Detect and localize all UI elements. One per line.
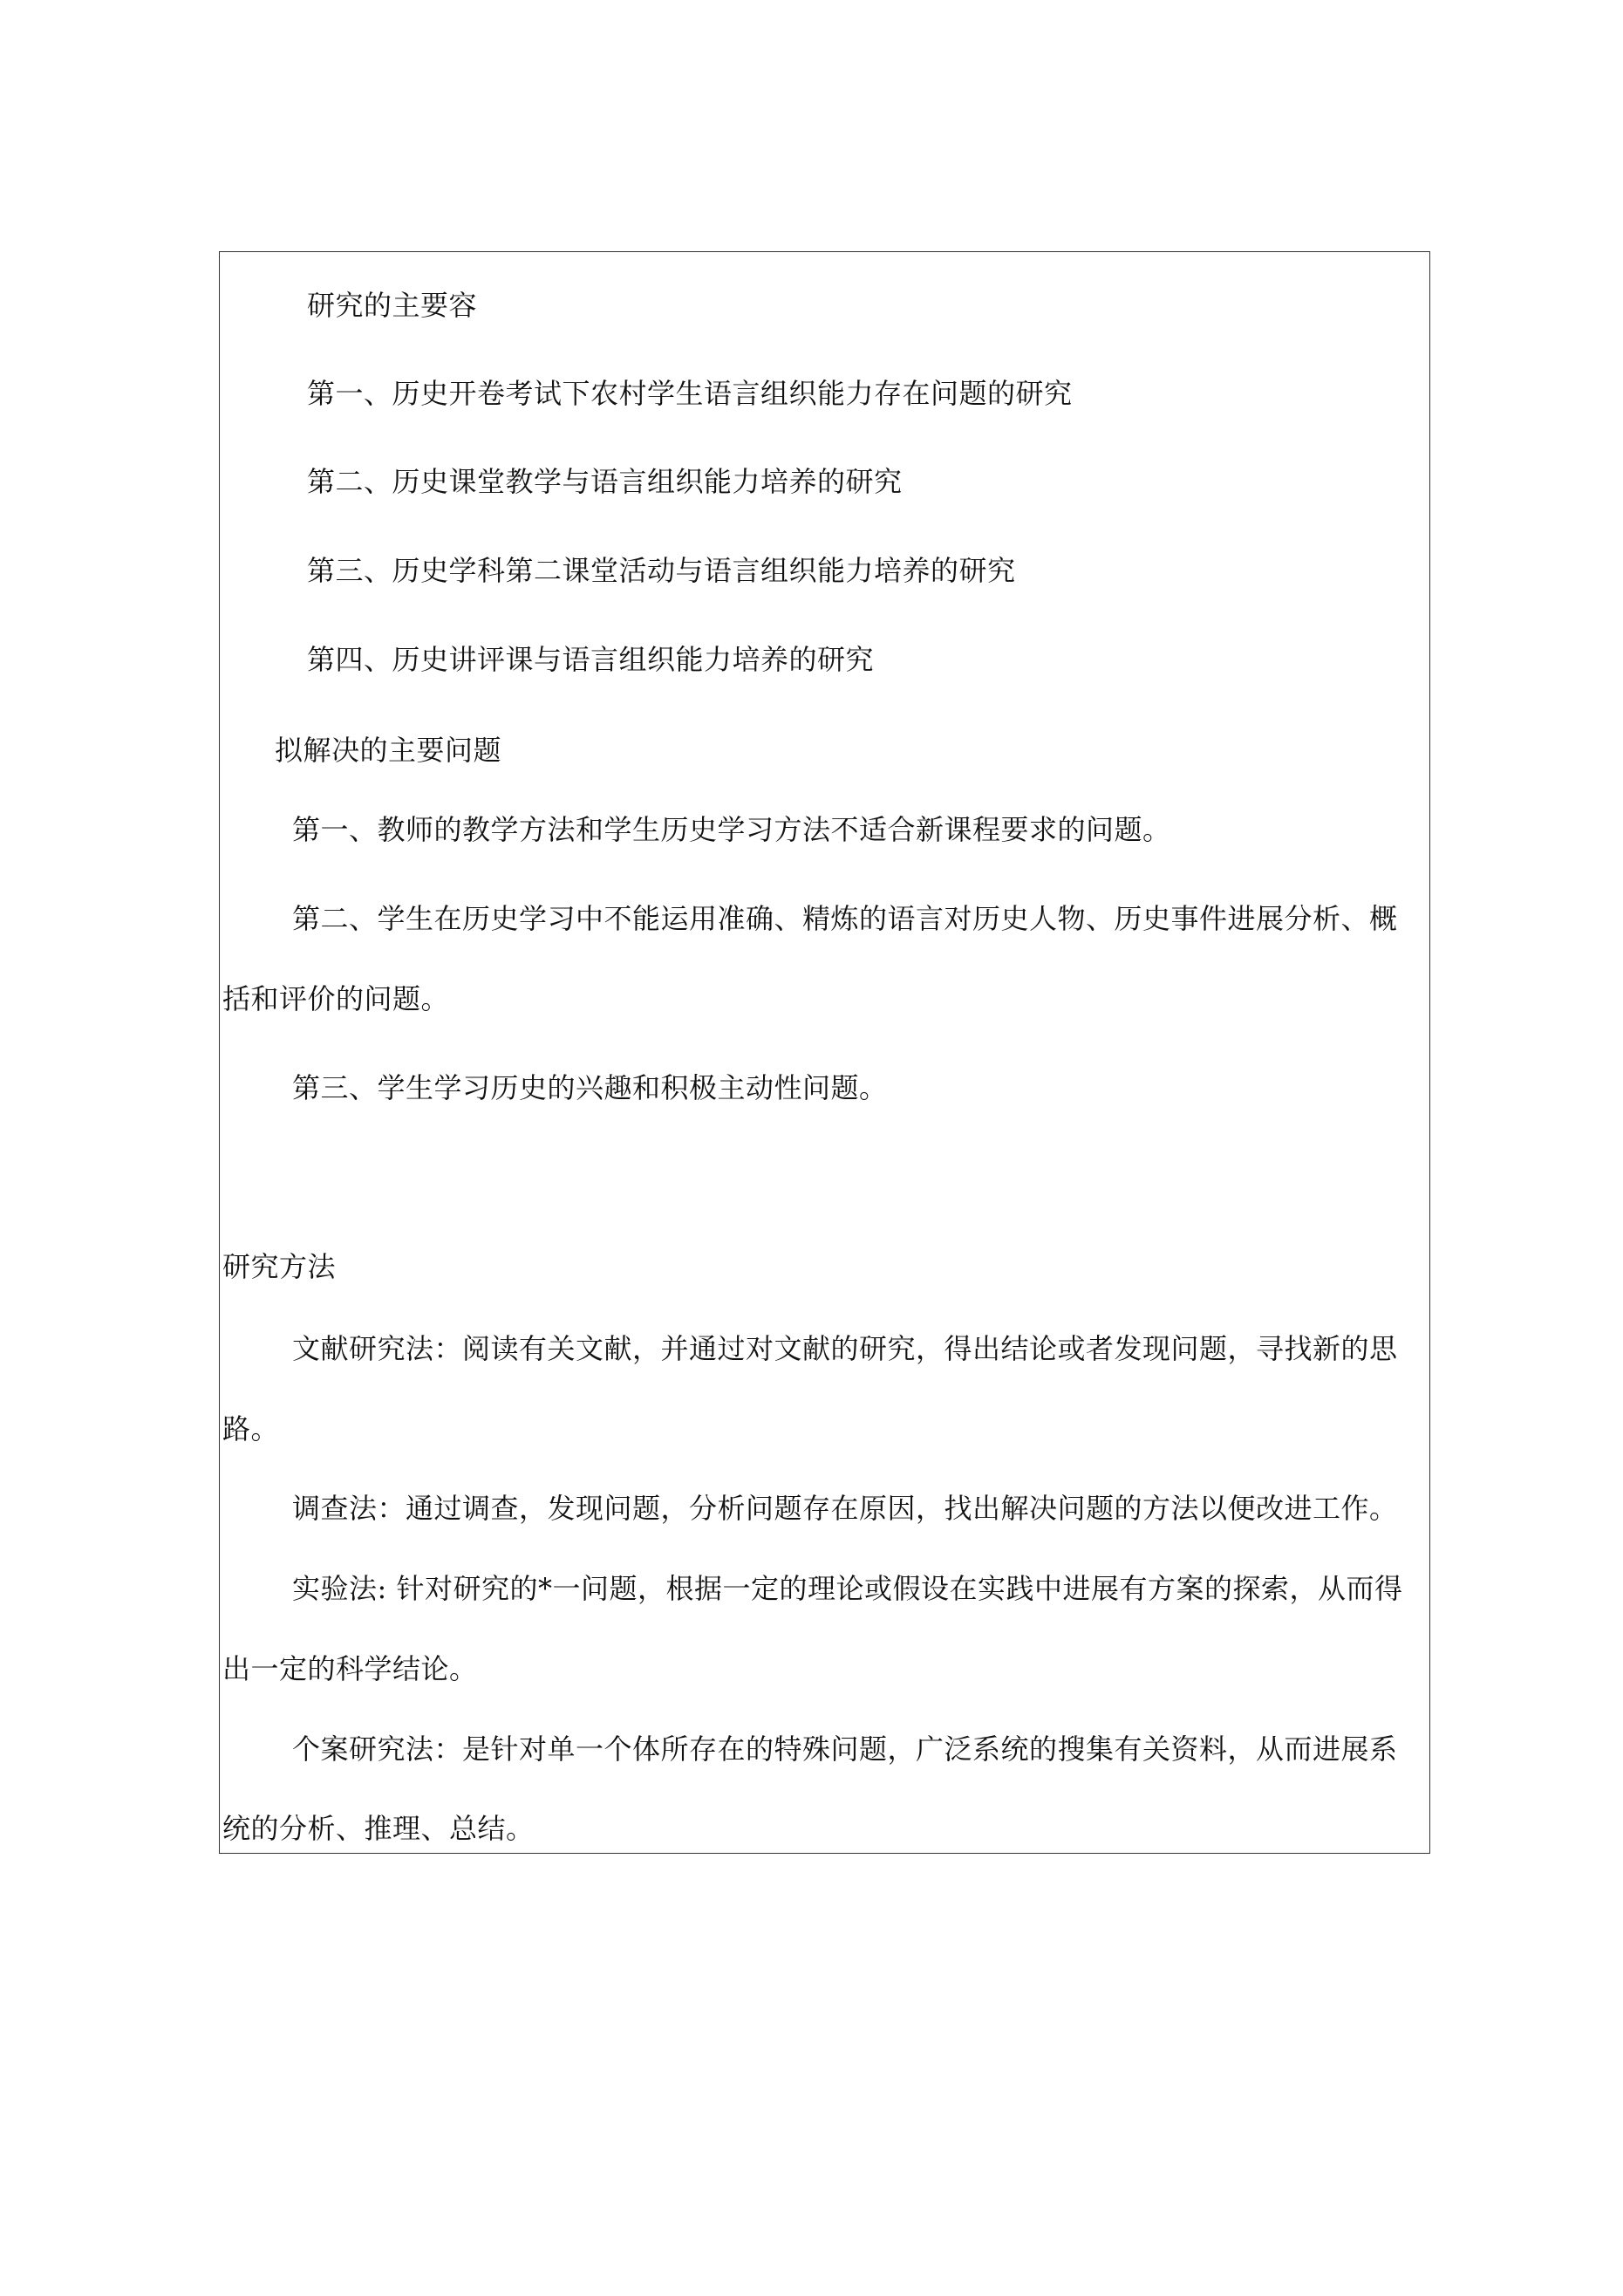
problem-item: 第一、教师的教学方法和学生历史学习方法不适合新课程要求的问题。 [292, 813, 1171, 846]
method-item-continued: 出一定的科学结论。 [222, 1652, 478, 1685]
method-item: 文献研究法：阅读有关文献，并通过对文献的研究，得出结论或者发现问题，寻找新的思 [292, 1332, 1398, 1365]
method-item-continued: 路。 [222, 1412, 280, 1445]
section-heading: 研究的主要容 [307, 289, 478, 322]
content-item: 第二、历史课堂教学与语言组织能力培养的研究 [307, 465, 903, 498]
method-item: 个案研究法：是针对单一个体所存在的特殊问题，广泛系统的搜集有关资料，从而进展系 [292, 1732, 1398, 1766]
content-item: 第三、历史学科第二课堂活动与语言组织能力培养的研究 [307, 554, 1016, 587]
section-heading: 研究方法 [222, 1250, 337, 1283]
method-item: 实验法: 针对研究的*一问题，根据一定的理论或假设在实践中进展有方案的探索，从而得 [292, 1572, 1403, 1605]
method-item: 调查法：通过调查，发现问题，分析问题存在原因，找出解决问题的方法以便改进工作。 [292, 1492, 1398, 1525]
content-item: 第四、历史讲评课与语言组织能力培养的研究 [307, 643, 875, 676]
problem-item: 第三、学生学习历史的兴趣和积极主动性问题。 [292, 1071, 888, 1104]
section-heading: 拟解决的主要问题 [275, 734, 502, 767]
problem-item: 第二、学生在历史学习中不能运用准确、精炼的语言对历史人物、历史事件进展分析、概 [292, 902, 1398, 935]
content-item: 第一、历史开卷考试下农村学生语言组织能力存在问题的研究 [307, 377, 1073, 410]
problem-item-continued: 括和评价的问题。 [222, 982, 450, 1015]
method-item-continued: 统的分析、推理、总结。 [222, 1812, 535, 1845]
